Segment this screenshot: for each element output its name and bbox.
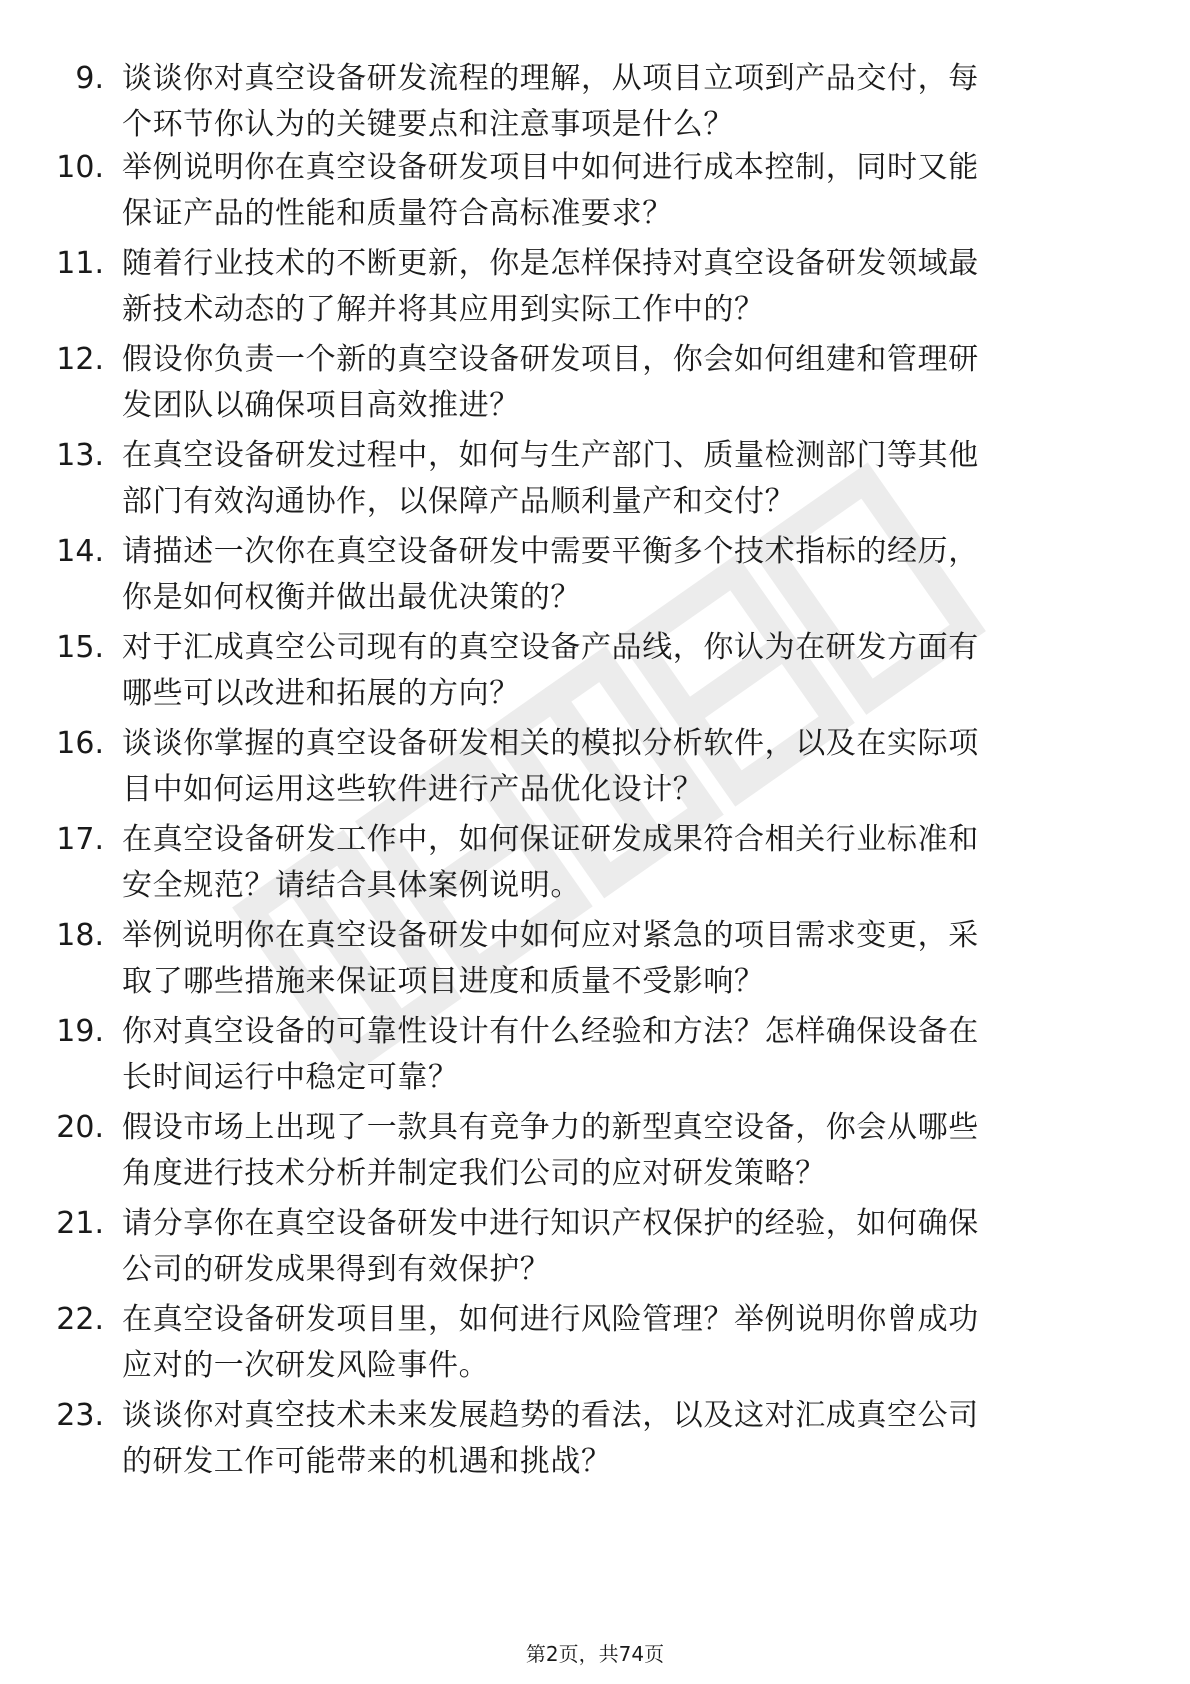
list-item (0, 1297, 1190, 1397)
list-item (0, 913, 1190, 1013)
question-text-line: 角度进行技术分析并制定我们公司的应对研发策略？ (122, 1156, 826, 1191)
question-text-line: 假设市场上出现了一款具有竞争力的新型真空设备，你会从哪些 (122, 1110, 979, 1145)
question-text-line: 的研发工作可能带来的机遇和挑战？ (122, 1444, 612, 1479)
question-number: 12. (56, 342, 104, 377)
question-number: 21. (56, 1206, 104, 1241)
question-number: 18. (56, 918, 104, 953)
question-text-line: 哪些可以改进和拓展的方向？ (122, 676, 520, 711)
question-text-line: 新技术动态的了解并将其应用到实际工作中的？ (122, 292, 765, 327)
list-item (0, 241, 1190, 341)
question-text-line: 在真空设备研发过程中，如何与生产部门、质量检测部门等其他 (122, 438, 979, 473)
question-text-line: 请分享你在真空设备研发中进行知识产权保护的经验，如何确保 (122, 1206, 979, 1241)
question-text-line: 部门有效沟通协作，以保障产品顺利量产和交付？ (122, 484, 796, 519)
question-number: 19. (56, 1014, 104, 1049)
question-text-line: 举例说明你在真空设备研发中如何应对紧急的项目需求变更，采 (122, 918, 979, 953)
question-text-line: 谈谈你对真空技术未来发展趋势的看法，以及这对汇成真空公司 (122, 1398, 979, 1433)
question-text-line: 保证产品的性能和质量符合高标准要求？ (122, 196, 673, 231)
question-text-line: 个环节你认为的关键要点和注意事项是什么？ (122, 107, 734, 142)
list-item (0, 1105, 1190, 1205)
page-number: 第2页，共74页 (525, 1642, 665, 1666)
list-item (0, 529, 1190, 629)
list-item (0, 1393, 1190, 1493)
question-text-line: 发团队以确保项目高效推进？ (122, 388, 520, 423)
question-number: 9. (75, 61, 104, 96)
question-number: 15. (56, 630, 104, 665)
list-item (0, 817, 1190, 917)
question-number: 23. (56, 1398, 104, 1433)
question-text-line: 对于汇成真空公司现有的真空设备产品线，你认为在研发方面有 (122, 630, 979, 665)
list-item (0, 721, 1190, 821)
question-text-line: 举例说明你在真空设备研发项目中如何进行成本控制，同时又能 (122, 150, 979, 185)
question-text-line: 安全规范？请结合具体案例说明。 (122, 868, 581, 903)
question-text-line: 应对的一次研发风险事件。 (122, 1348, 490, 1383)
question-text-line: 请描述一次你在真空设备研发中需要平衡多个技术指标的经历， (122, 534, 979, 569)
list-item (0, 337, 1190, 437)
question-number: 13. (56, 438, 104, 473)
list-item (0, 1201, 1190, 1301)
question-text-line: 长时间运行中稳定可靠？ (122, 1060, 459, 1095)
question-text-line: 公司的研发成果得到有效保护？ (122, 1252, 551, 1287)
list-item (0, 56, 1190, 156)
list-item (0, 145, 1190, 245)
question-text-line: 谈谈你掌握的真空设备研发相关的模拟分析软件，以及在实际项 (122, 726, 979, 761)
question-text-line: 你是如何权衡并做出最优决策的？ (122, 580, 581, 615)
question-number: 10. (56, 150, 104, 185)
question-number: 17. (56, 822, 104, 857)
list-item (0, 433, 1190, 533)
question-number: 16. (56, 726, 104, 761)
question-number: 14. (56, 534, 104, 569)
question-text-line: 假设你负责一个新的真空设备研发项目，你会如何组建和管理研 (122, 342, 979, 377)
question-text-line: 谈谈你对真空设备研发流程的理解，从项目立项到产品交付，每 (122, 61, 979, 96)
question-number: 20. (56, 1110, 104, 1145)
list-item (0, 1009, 1190, 1109)
question-text-line: 取了哪些措施来保证项目进度和质量不受影响？ (122, 964, 765, 999)
question-text-line: 在真空设备研发工作中，如何保证研发成果符合相关行业标准和 (122, 822, 979, 857)
question-number: 11. (56, 246, 104, 281)
list-item (0, 625, 1190, 725)
question-text-line: 目中如何运用这些软件进行产品优化设计？ (122, 772, 704, 807)
question-number: 22. (56, 1302, 104, 1337)
question-text-line: 你对真空设备的可靠性设计有什么经验和方法？怎样确保设备在 (122, 1014, 979, 1049)
question-text-line: 随着行业技术的不断更新，你是怎样保持对真空设备研发领域最 (122, 246, 979, 281)
question-text-line: 在真空设备研发项目里，如何进行风险管理？举例说明你曾成功 (122, 1302, 979, 1337)
